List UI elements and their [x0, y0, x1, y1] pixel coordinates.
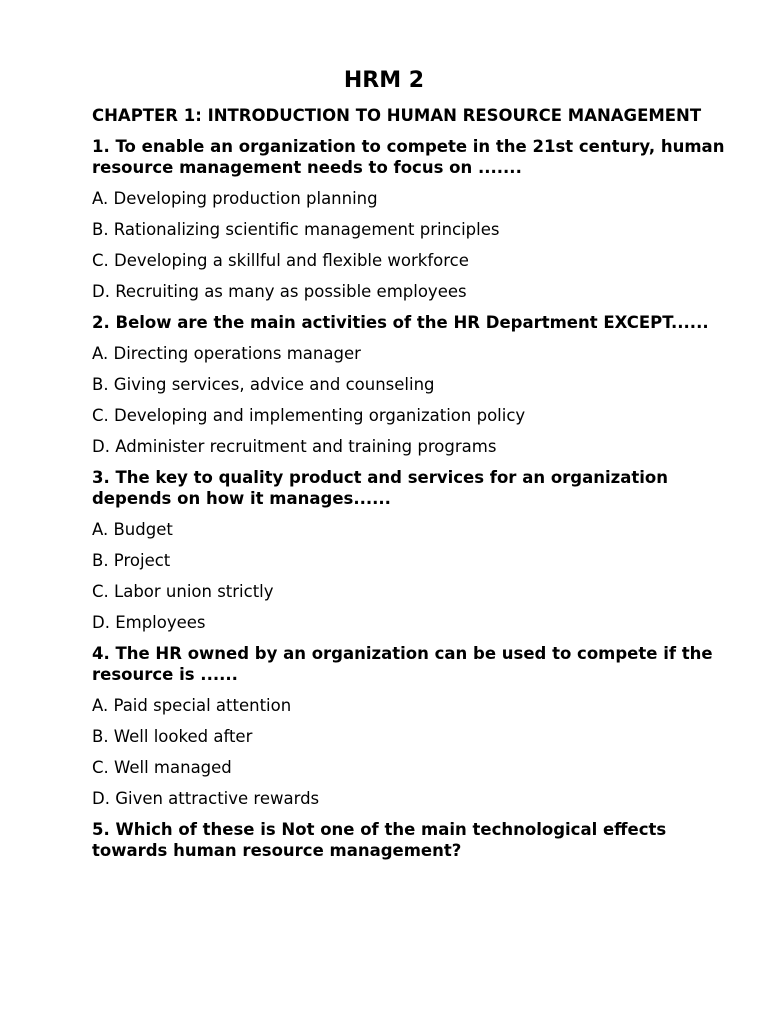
chapter-heading: CHAPTER 1: INTRODUCTION TO HUMAN RESOURCE MANAGEMENT [92, 106, 702, 125]
answer-option-a: A. Budget [92, 520, 173, 539]
question-text: 3. The key to quality product and services for an organization depends on how it manages...... [92, 468, 669, 508]
answer-option-a: A. Directing operations manager [92, 344, 361, 363]
answer-option-b: B. Project [92, 551, 171, 570]
answer-option-b: B. Giving services, advice and counseling [92, 375, 435, 394]
answer-option-c: C. Well managed [92, 758, 232, 777]
answer-option-a: A. Paid special attention [92, 696, 292, 715]
question-text: 4. The HR owned by an organization can be used to compete if the resource is ...... [92, 644, 713, 684]
answer-option-b: B. Well looked after [92, 727, 253, 746]
question-4 [92, 643, 732, 809]
answer-option-a: A. Developing production planning [92, 189, 378, 208]
answer-option-d: D. Administer recruitment and training programs [92, 437, 497, 456]
question-text: 1. To enable an organization to compete in the 21st century, human resource management needs to focus on ....... [92, 137, 725, 177]
question-1 [92, 136, 732, 302]
question-5 [92, 819, 732, 861]
question-text: 5. Which of these is Not one of the main technological effects towards human resource management? [92, 820, 667, 860]
answer-option-c: C. Developing a skillful and flexible workforce [92, 251, 469, 270]
answer-option-b: B. Rationalizing scientific management principles [92, 220, 500, 239]
answer-option-c: C. Labor union strictly [92, 582, 274, 601]
document-title: HRM 2 [343, 68, 425, 93]
question-3 [92, 467, 732, 633]
question-2 [92, 312, 732, 457]
answer-option-d: D. Employees [92, 613, 206, 632]
answer-option-c: C. Developing and implementing organization policy [92, 406, 526, 425]
question-text: 2. Below are the main activities of the HR Department EXCEPT...... [92, 313, 709, 332]
answer-option-d: D. Recruiting as many as possible employees [92, 282, 467, 301]
answer-option-d: D. Given attractive rewards [92, 789, 320, 808]
document-body [92, 105, 732, 871]
